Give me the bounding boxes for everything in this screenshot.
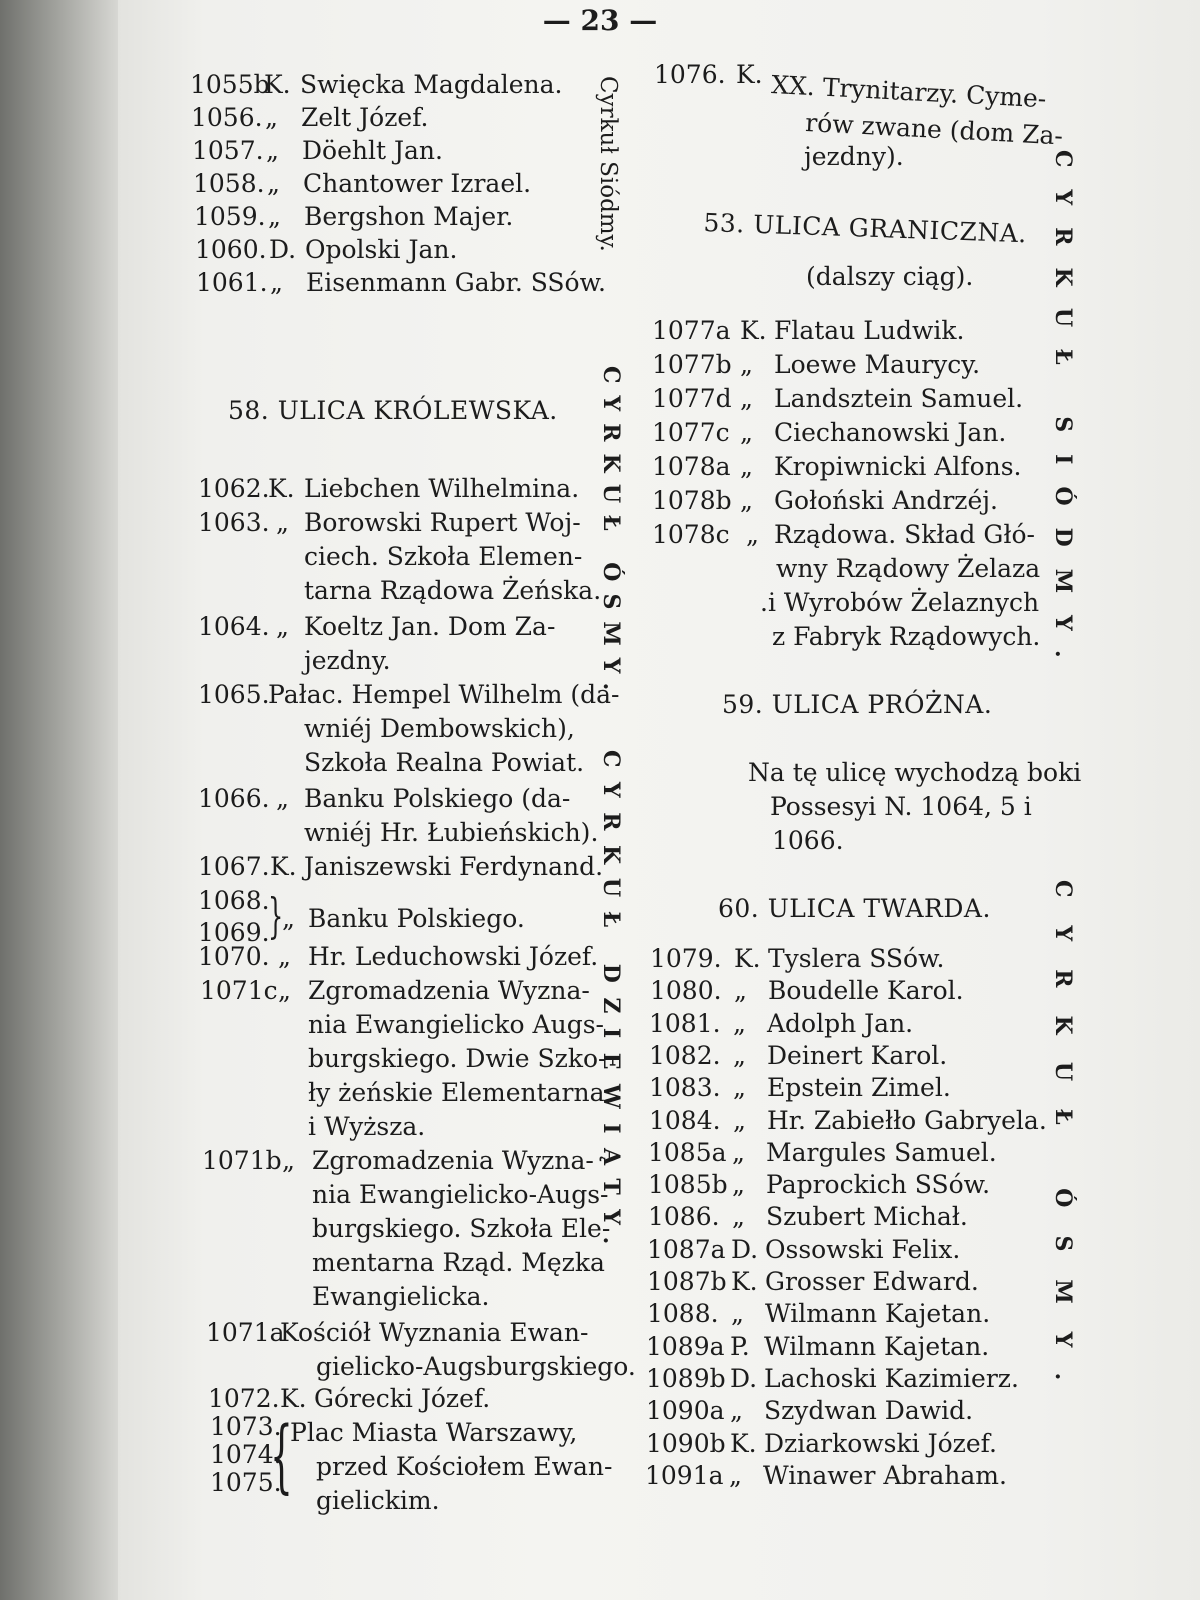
entry-number: 1065.: [198, 680, 270, 709]
entry-name: Swięcka Magdalena.: [300, 70, 563, 99]
entry-text: jezdny.: [304, 646, 391, 675]
entry-number: 1069.: [198, 918, 270, 947]
entry-number: 1062.: [198, 474, 270, 503]
entry-number: 1080.: [650, 976, 722, 1006]
entry-text: Zgromadzenia Wyzna-: [312, 1146, 594, 1175]
entry-name: Flatau Ludwik.: [774, 316, 965, 345]
entry-number: 1070.: [198, 942, 270, 971]
entry-number: 1086.: [648, 1202, 720, 1232]
entry-text: wniéj Hr. Łubieńskich).: [304, 818, 599, 847]
entry-mark: „: [267, 169, 280, 198]
entry-number: 1075.: [210, 1468, 282, 1497]
entry-mark: „: [729, 1460, 742, 1490]
entry-name: Hr. Leduchowski Józef.: [308, 942, 599, 971]
entry-name: Ossowski Felix.: [765, 1234, 961, 1264]
entry-number: 1085b: [648, 1170, 728, 1200]
entry-number: 1078a: [652, 452, 731, 481]
entry-text: .i Wyrobów Żelaznych: [760, 588, 1040, 617]
entry-number: 1067.: [198, 852, 270, 881]
entry-number: 1064.: [198, 612, 270, 641]
entry-name: Paprockich SSów.: [766, 1170, 991, 1200]
entry-mark: D.: [269, 235, 297, 264]
entry-text: ły żeńskie Elementarna: [308, 1078, 605, 1107]
entry-number: 1073.: [210, 1412, 282, 1441]
entry-name: Landsztein Samuel.: [774, 384, 1024, 413]
entry-mark: „: [740, 350, 753, 379]
entry-mark: „: [732, 1170, 745, 1200]
entry-number: 1071c: [200, 976, 278, 1005]
brace-glyph: }: [268, 888, 284, 944]
entry-name: Bergshon Majer.: [304, 202, 514, 231]
entry-number: 1077b: [652, 350, 732, 379]
entry-mark: „: [731, 1299, 744, 1329]
entry-mark: „: [278, 976, 291, 1005]
entry-name: Boudelle Karol.: [768, 976, 964, 1006]
entry-number: 1087a: [647, 1234, 726, 1264]
entry-name: Gołoński Andrzéj.: [774, 486, 998, 515]
entry-text: burgskiego. Dwie Szko-: [308, 1044, 607, 1073]
entry-text: burgskiego. Szkoła Ele-: [312, 1214, 611, 1243]
heading-subtitle: (dalszy ciąg).: [806, 262, 974, 291]
entry-name: Margules Samuel.: [766, 1137, 997, 1167]
entry-number: 1087b: [647, 1267, 727, 1296]
entry-number: 1085a: [648, 1137, 727, 1167]
entry-text: z Fabryk Rządowych.: [772, 622, 1041, 651]
entry-mark: „: [276, 784, 289, 813]
entry-number: 1055b: [190, 70, 270, 99]
entry-mark: K.: [270, 852, 297, 881]
entry-number: 1060.: [195, 235, 267, 264]
entry-name: Zelt Józef.: [301, 103, 429, 132]
entry-text: mentarna Rząd. Męzka: [312, 1248, 605, 1277]
entry-name: Ciechanowski Jan.: [774, 418, 1007, 447]
entry-number: 1063.: [198, 508, 270, 537]
entry-name: Epstein Zimel.: [767, 1073, 951, 1103]
side-label-left-2: CYRKUŁ ÓSMY.: [598, 366, 624, 703]
entry-number: 1068.: [198, 886, 270, 915]
entry-mark: „: [282, 1146, 295, 1175]
entry-mark: K.: [731, 1267, 758, 1296]
entry-mark: „: [276, 612, 289, 641]
entry-text: Banku Polskiego (da-: [304, 784, 571, 813]
note-text: 1066.: [772, 826, 844, 855]
side-label-right-2: CYRKUŁ ÓSMY.: [1050, 880, 1076, 1409]
entry-text: Rządowa. Skład Głó-: [774, 520, 1035, 549]
side-label-right-1: CYRKUŁ SIÓDMY.: [1050, 150, 1076, 680]
entry-mark: „: [740, 384, 753, 413]
entry-number: 1090b: [646, 1428, 726, 1458]
entry-name: Winawer Abraham.: [763, 1460, 1007, 1490]
entry-text: nia Ewangielicko-Augs-: [312, 1180, 609, 1209]
entry-mark: „: [268, 202, 281, 231]
entry-mark: K.: [736, 60, 763, 89]
heading-ulica-twarda: 60. ULICA TWARDA.: [718, 894, 991, 923]
entry-name: Eisenmann Gabr. SSów.: [306, 268, 606, 297]
entry-name: Tyslera SSów.: [768, 944, 945, 973]
entry-number: 1078c: [652, 520, 730, 549]
side-label-left-1: Cyrkuł Siódmy.: [595, 76, 621, 252]
entry-number: 1077d: [652, 384, 732, 413]
entry-mark: „: [733, 1073, 746, 1103]
entry-text: przed Kościołem Ewan-: [316, 1452, 613, 1481]
entry-number: 1089a: [646, 1331, 725, 1361]
entry-mark: K.: [734, 944, 761, 973]
entry-text: Borowski Rupert Woj-: [304, 508, 581, 537]
entry-number: 1078b: [652, 486, 732, 515]
entry-name: Döehlt Jan.: [302, 136, 443, 165]
entry-text: ciech. Szkoła Elemen-: [304, 542, 583, 571]
entry-text: gielicko-Augsburgskiego.: [316, 1352, 636, 1381]
entry-name: Wilmann Kajetan.: [764, 1331, 990, 1361]
entry-number: 1074.: [210, 1440, 282, 1469]
entry-mark: „: [266, 136, 279, 165]
entry-mark: P.: [730, 1331, 750, 1361]
entry-name: Deinert Karol.: [767, 1040, 948, 1070]
entry-number: 1088.: [647, 1299, 719, 1329]
entry-name: Szydwan Dawid.: [764, 1396, 974, 1426]
entry-mark: D.: [730, 1363, 758, 1393]
entry-number: 1077a: [652, 316, 731, 345]
entry-name: Kropiwnicki Alfons.: [774, 452, 1022, 481]
heading-ulica-krolewska: 58. ULICA KRÓLEWSKA.: [228, 396, 558, 425]
entry-text: nia Ewangielicko Augs-: [308, 1010, 604, 1039]
entry-mark: „: [734, 976, 747, 1006]
entry-text: Koeltz Jan. Dom Za-: [304, 612, 556, 641]
entry-number: 1089b: [646, 1363, 726, 1393]
entry-text: Zgromadzenia Wyzna-: [308, 976, 590, 1005]
entry-text: Kościół Wyznania Ewan-: [280, 1318, 589, 1347]
entry-mark: „: [740, 418, 753, 447]
entry-mark: „: [278, 942, 291, 971]
entry-text: Szkoła Realna Powiat.: [304, 748, 585, 777]
entry-number: 1059.: [194, 202, 266, 231]
entry-number: 1082.: [649, 1040, 721, 1070]
entry-number: 1056.: [191, 103, 263, 132]
entry-text: i Wyższa.: [308, 1112, 426, 1141]
entry-number: 1061.: [196, 268, 268, 297]
entry-number: 1066.: [198, 784, 270, 813]
heading-ulica-prozna: 59. ULICA PRÓŻNA.: [722, 690, 993, 719]
entry-mark: „: [740, 452, 753, 481]
entry-number: 1058.: [193, 169, 265, 198]
entry-mark: „: [730, 1396, 743, 1426]
entry-mark: K.: [280, 1384, 307, 1413]
entry-name: Banku Polskiego.: [308, 904, 525, 933]
entry-mark: K.: [740, 316, 767, 345]
entry-mark: „: [276, 508, 289, 537]
entry-number: 1071a: [206, 1318, 285, 1347]
entry-text: tarna Rządowa Żeńska.: [304, 576, 602, 605]
entry-mark: „: [282, 904, 295, 933]
entry-name: Loewe Maurycy.: [774, 350, 981, 379]
entry-number: 1081.: [649, 1008, 721, 1038]
entry-text: XX. Trynitarzy. Cyme-: [770, 70, 1048, 114]
heading-ulica-graniczna: 53. ULICA GRANICZNA.: [703, 208, 1028, 249]
entry-number: 1091a: [645, 1460, 724, 1490]
entry-name: Lachoski Kazimierz.: [764, 1363, 1019, 1393]
entry-text: wny Rządowy Żelaza: [776, 554, 1041, 583]
entry-name: Hr. Zabiełło Gabryela.: [767, 1105, 1047, 1135]
entry-name: Chantower Izrael.: [303, 169, 532, 198]
entry-text: rów zwane (dom Za-: [804, 108, 1064, 151]
page-number: — 23 —: [542, 4, 658, 37]
entry-mark: K.: [268, 474, 295, 503]
entry-number: 1079.: [650, 944, 722, 973]
entry-text: jezdny).: [804, 142, 904, 171]
entry-number: 1077c: [652, 418, 730, 447]
entry-number: 1057.: [192, 136, 264, 165]
entry-text: wniéj Dembowskich),: [304, 714, 575, 743]
entry-number: 1083.: [649, 1073, 721, 1103]
entry-mark: K.: [264, 70, 291, 99]
entry-number: 1072.: [208, 1384, 280, 1413]
entry-name: Wilmann Kajetan.: [765, 1299, 991, 1329]
entry-name: Liebchen Wilhelmina.: [304, 474, 580, 503]
entry-number: 1084.: [649, 1105, 721, 1135]
side-label-left-3: CYRKUŁ DZIEWIĄTY.: [598, 750, 624, 1259]
note-text: Possesyi N. 1064, 5 i: [770, 792, 1032, 821]
entry-text: gielickim.: [316, 1486, 440, 1515]
entry-name: Janiszewski Ferdynand.: [304, 852, 604, 881]
entry-name: Grosser Edward.: [765, 1267, 979, 1296]
entry-mark: „: [265, 103, 278, 132]
entry-name: Opolski Jan.: [305, 235, 458, 264]
entry-mark: K.: [730, 1428, 757, 1458]
entry-mark: „: [732, 1137, 745, 1167]
entry-name: Adolph Jan.: [767, 1008, 914, 1038]
entry-mark: „: [746, 520, 759, 549]
entry-text: Plac Miasta Warszawy,: [290, 1418, 578, 1447]
entry-mark: „: [733, 1105, 746, 1135]
entry-name: Dziarkowski Józef.: [764, 1428, 997, 1458]
entry-number: 1090a: [646, 1396, 725, 1426]
entry-name: Górecki Józef.: [314, 1384, 491, 1413]
entry-number: 1071b: [202, 1146, 282, 1175]
entry-mark: „: [733, 1008, 746, 1038]
entry-mark: „: [732, 1202, 745, 1232]
brace-glyph: {: [270, 1409, 293, 1502]
note-text: Na tę ulicę wychodzą boki: [748, 758, 1082, 787]
entry-number: 1076.: [654, 60, 726, 89]
entry-mark: D.: [731, 1234, 759, 1264]
entry-mark: „: [270, 268, 283, 297]
entry-mark: „: [733, 1040, 746, 1070]
page-gutter-shadow: [0, 0, 120, 1600]
entry-text: Pałac. Hempel Wilhelm (da-: [268, 680, 620, 709]
entry-name: Szubert Michał.: [766, 1202, 968, 1232]
entry-text: Ewangielicka.: [312, 1282, 490, 1311]
entry-mark: „: [740, 486, 753, 515]
